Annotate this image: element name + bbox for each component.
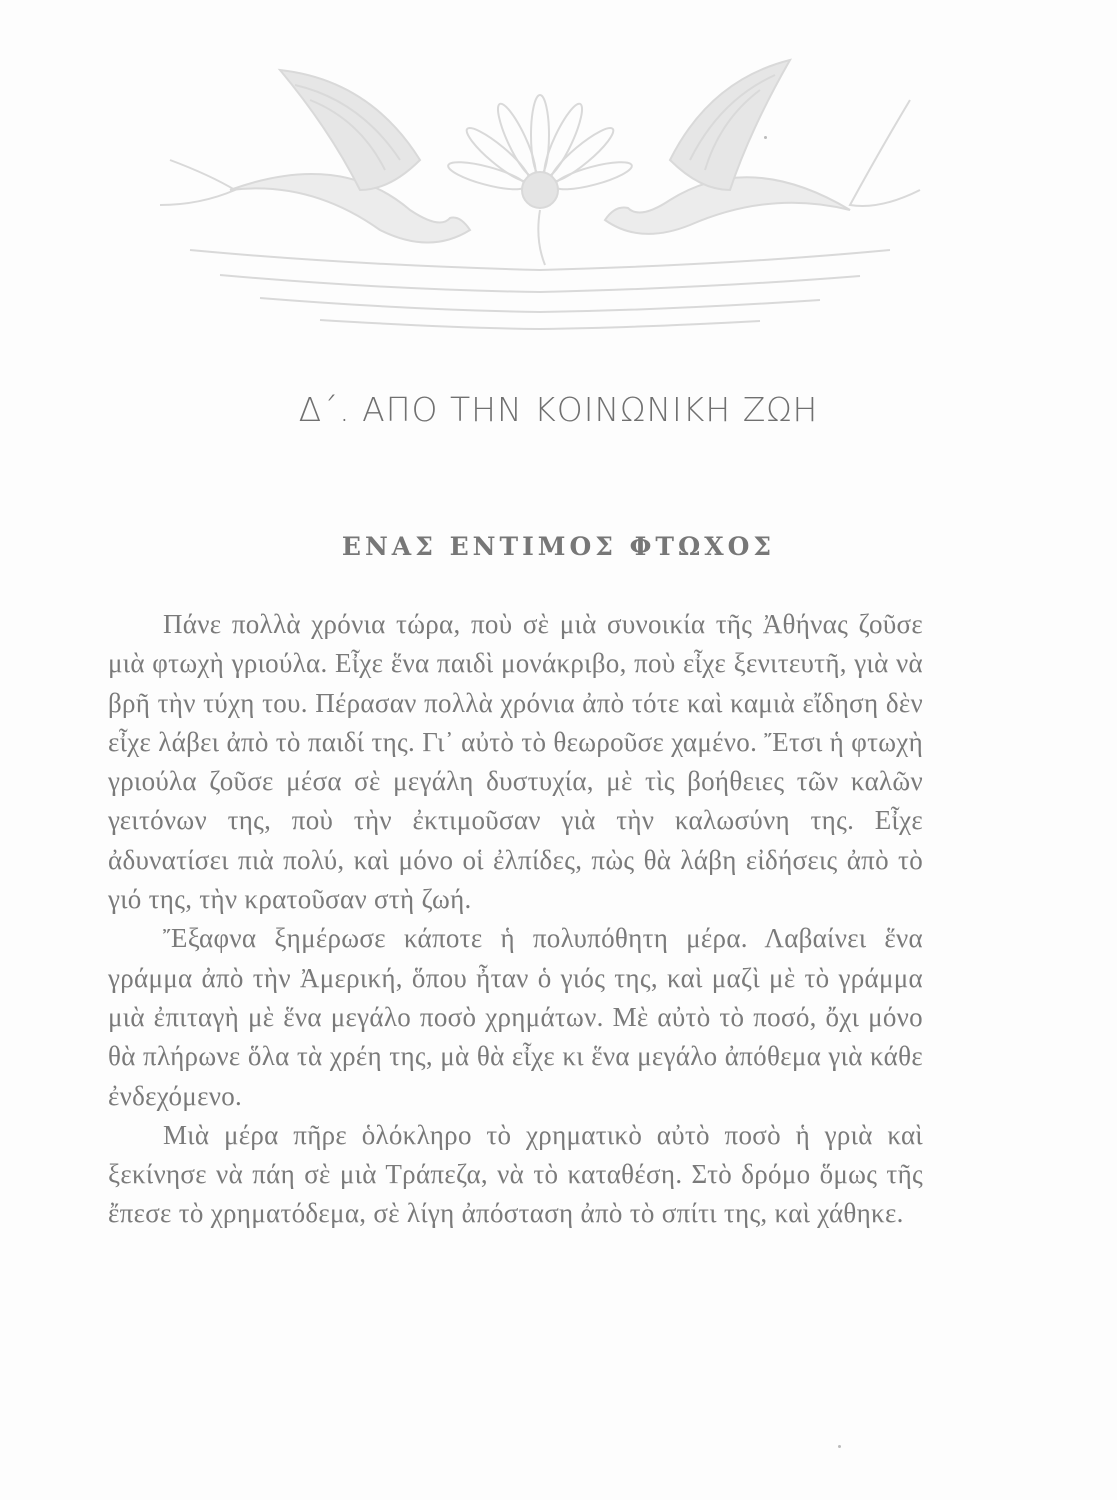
paragraph: Ἔξαφνα ξημέρωσε κάποτε ἡ πολυπόθητη μέρα. Λαβαίνει ἕνα γράμμα ἀπὸ τὴν Ἀμερική, ὅπου ἦταν ὁ γιός της, καὶ μαζὶ μὲ τὸ γράμμα μιὰ ἐπιταγὴ μὲ ἕνα μεγάλο ποσὸ χρημάτων. Μὲ αὐτὸ τὸ ποσό, ὄχι μόνο θὰ πλήρωνε ὅλα τὰ χρέη της, μὰ θὰ εἶχε κι ἕνα μεγάλο ἀπόθεμα γιὰ κάθε ἐνδεχόμενο. xyxy=(108,923,923,1111)
section-title: Δ΄. ΑΠΟ ΤΗΝ ΚΟΙΝΩΝΙΚΗ ΖΩΗ xyxy=(298,390,819,429)
doves-with-flower-icon xyxy=(150,40,930,340)
story-body xyxy=(108,605,923,1234)
paragraph: Μιὰ μέρα πῆρε ὁλόκληρο τὸ χρηματικὸ αὐτὸ ποσὸ ἡ γριὰ καὶ ξεκίνησε νὰ πάη σὲ μιὰ Τράπεζα, νὰ τὸ καταθέση. Στὸ δρόμο ὅμως τῆς ἔπεσε τὸ χρηματόδεμα, σὲ λίγη ἀπόσταση ἀπὸ τὸ σπίτι της, καὶ χάθηκε. xyxy=(108,1119,923,1229)
story-title: ΕΝΑΣ ΕΝΤΙΜΟΣ ΦΤΩΧΟΣ xyxy=(341,532,776,561)
paper-speck xyxy=(764,136,767,139)
paragraph: Πάνε πολλὰ χρόνια τώρα, ποὺ σὲ μιὰ συνοικία τῆς Ἀθήνας ζοῦσε μιὰ φτωχὴ γριούλα. Εἶχε ἕνα παιδὶ μονάκριβο, ποὺ εἶχε ξενιτευτῆ, γιὰ νὰ βρῆ τὴν τύχη του. Πέρασαν πολλὰ χρόνια ἀπὸ τότε καὶ καμιὰ εἴδηση δὲν εἶχε λάβει ἀπὸ τὸ παιδί της. Γι᾿ αὐτὸ τὸ θεωροῦσε χαμένο. Ἔτσι ἡ φτωχὴ γριούλα ζοῦσε μέσα σὲ μεγάλη δυστυχία, μὲ τὶς βοήθειες τῶν καλῶν γειτόνων της, ποὺ τὴν ἐκτιμοῦσαν γιὰ τὴν καλωσύνη της. Εἶχε ἀδυνατίσει πιὰ πολύ, καὶ μόνο οἱ ἐλπίδες, πὼς θὰ λάβη εἰδήσεις ἀπὸ τὸ γιό της, τὴν κρατοῦσαν στὴ ζωή. xyxy=(108,609,923,915)
paper-speck xyxy=(838,1445,841,1448)
